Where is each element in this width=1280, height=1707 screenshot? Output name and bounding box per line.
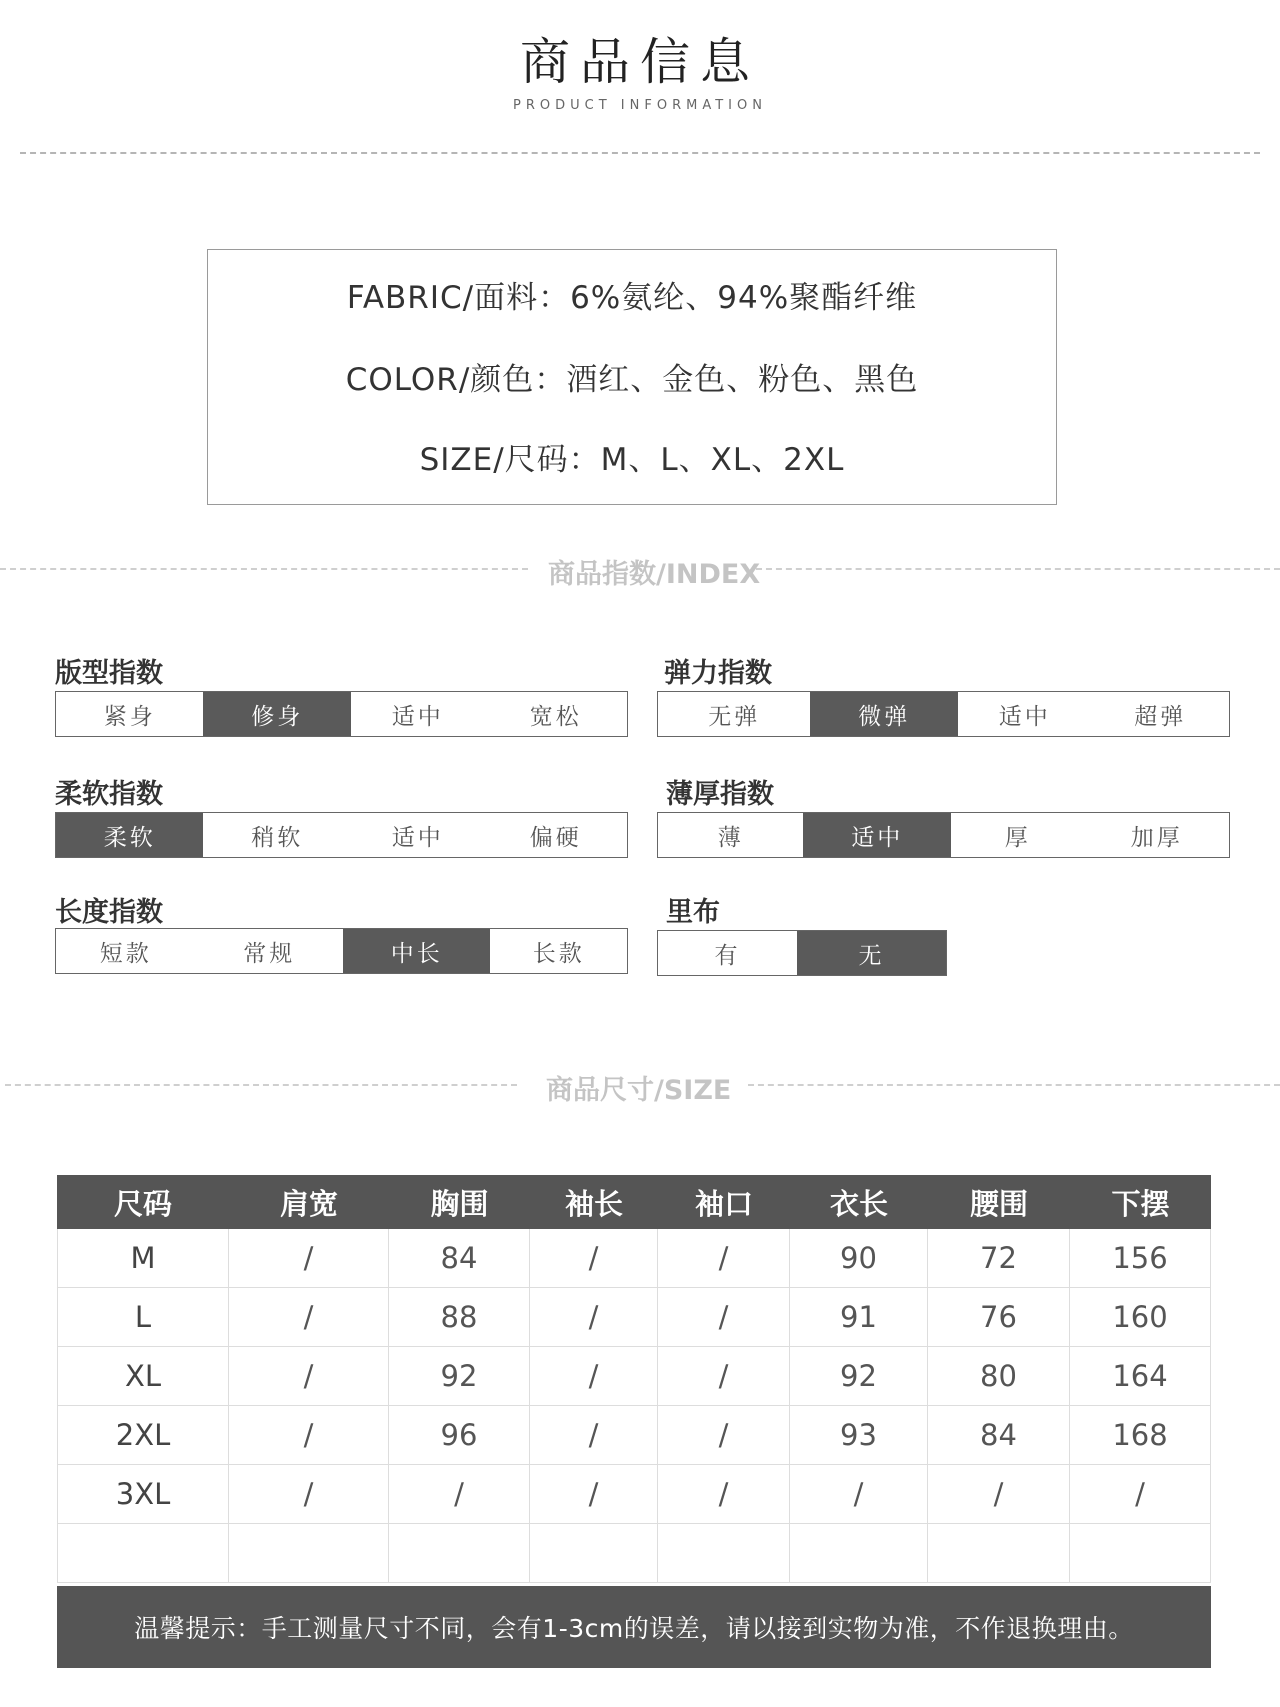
table-cell: 84 <box>928 1406 1070 1464</box>
header-divider <box>20 152 1260 154</box>
table-cell <box>530 1524 658 1582</box>
table-cell: / <box>530 1229 658 1287</box>
index-divider-left <box>0 568 528 570</box>
table-header-cell: 尺码 <box>113 1186 172 1221</box>
index-option: 微弹 <box>810 692 957 736</box>
product-info-box <box>207 249 1057 505</box>
table-cell: 90 <box>790 1229 928 1287</box>
index-option: 紧身 <box>103 703 156 730</box>
table-cell: 80 <box>928 1347 1070 1405</box>
table-cell: 168 <box>1070 1406 1211 1464</box>
table-row <box>57 1524 1211 1583</box>
index-label-elasticity: 弹力指数 <box>664 658 772 689</box>
index-option: 偏硬 <box>529 824 582 851</box>
index-option: 短款 <box>99 940 152 967</box>
table-cell: / <box>530 1406 658 1464</box>
table-cell: XL <box>57 1347 229 1405</box>
table-cell: / <box>229 1229 389 1287</box>
table-cell: 2XL <box>57 1406 229 1464</box>
index-option: 柔软 <box>56 813 203 857</box>
table-header-cell: 袖长 <box>564 1186 623 1221</box>
table-cell: 160 <box>1070 1288 1211 1346</box>
index-option: 无弹 <box>708 703 761 730</box>
index-bar-length <box>55 928 628 974</box>
index-bar-lining <box>657 930 947 976</box>
index-option: 修身 <box>203 692 350 736</box>
table-cell <box>229 1524 389 1582</box>
size-divider-right <box>748 1084 1280 1086</box>
table-row <box>57 1465 1211 1524</box>
index-bar-elasticity <box>657 691 1230 737</box>
table-cell: 96 <box>389 1406 530 1464</box>
index-option: 加厚 <box>1130 824 1183 851</box>
table-header-cell: 胸围 <box>430 1186 489 1221</box>
table-cell: / <box>928 1465 1070 1523</box>
index-bar-fit <box>55 691 628 737</box>
table-cell: / <box>658 1406 790 1464</box>
table-header-cell: 肩宽 <box>279 1186 338 1221</box>
index-bar-thickness <box>657 812 1230 858</box>
index-option: 中长 <box>343 929 490 973</box>
index-option: 常规 <box>243 940 296 967</box>
table-cell: 92 <box>389 1347 530 1405</box>
table-cell: / <box>658 1347 790 1405</box>
table-row <box>57 1406 1211 1465</box>
size-table-body <box>57 1229 1211 1583</box>
index-section-title: 商品指数/INDEX <box>548 559 761 590</box>
index-option: 适中 <box>391 824 444 851</box>
index-option: 超弹 <box>1134 703 1187 730</box>
table-cell: / <box>658 1465 790 1523</box>
table-cell: 76 <box>928 1288 1070 1346</box>
table-cell: / <box>658 1288 790 1346</box>
index-label-fit: 版型指数 <box>55 658 163 689</box>
table-cell: / <box>229 1288 389 1346</box>
table-cell: 164 <box>1070 1347 1211 1405</box>
index-bar-softness <box>55 812 628 858</box>
index-option: 适中 <box>803 813 950 857</box>
table-cell <box>1070 1524 1211 1582</box>
index-label-length: 长度指数 <box>55 897 163 928</box>
index-option: 薄 <box>717 824 744 851</box>
measurement-note: 温馨提示：手工测量尺寸不同，会有1-3cm的误差，请以接到实物为准，不作退换理由。 <box>57 1586 1211 1668</box>
color-line: COLOR/颜色：酒红、金色、粉色、黑色 <box>345 362 919 398</box>
table-cell: / <box>530 1347 658 1405</box>
table-cell: / <box>658 1229 790 1287</box>
table-cell: 92 <box>790 1347 928 1405</box>
table-header-cell: 腰围 <box>969 1186 1028 1221</box>
table-cell: / <box>229 1406 389 1464</box>
table-cell: 84 <box>389 1229 530 1287</box>
table-cell: 3XL <box>57 1465 229 1523</box>
table-cell <box>389 1524 530 1582</box>
table-cell: / <box>229 1465 389 1523</box>
table-header-cell: 下摆 <box>1111 1186 1170 1221</box>
table-cell: / <box>229 1347 389 1405</box>
index-option: 适中 <box>391 703 444 730</box>
table-cell <box>57 1524 229 1582</box>
page-title: 商品信息 <box>520 33 760 91</box>
table-cell: M <box>57 1229 229 1287</box>
size-table-header <box>57 1175 1211 1229</box>
index-option: 长款 <box>532 940 585 967</box>
table-cell: 88 <box>389 1288 530 1346</box>
table-row <box>57 1288 1211 1347</box>
table-cell <box>790 1524 928 1582</box>
table-row <box>57 1229 1211 1288</box>
index-option: 厚 <box>1004 824 1031 851</box>
table-cell: / <box>530 1288 658 1346</box>
table-cell: 93 <box>790 1406 928 1464</box>
table-cell: / <box>1070 1465 1211 1523</box>
index-option: 有 <box>714 942 741 969</box>
size-divider-left <box>5 1084 517 1086</box>
table-cell: / <box>389 1465 530 1523</box>
table-cell: / <box>790 1465 928 1523</box>
index-label-thickness: 薄厚指数 <box>666 779 774 810</box>
size-table <box>57 1175 1211 1583</box>
table-cell: 156 <box>1070 1229 1211 1287</box>
fabric-line: FABRIC/面料：6%氨纶、94%聚酯纤维 <box>346 280 918 316</box>
index-label-softness: 柔软指数 <box>55 779 163 810</box>
table-cell: 72 <box>928 1229 1070 1287</box>
size-line: SIZE/尺码：M、L、XL、2XL <box>419 442 845 478</box>
table-row <box>57 1347 1211 1406</box>
table-cell <box>928 1524 1070 1582</box>
table-cell: / <box>530 1465 658 1523</box>
table-cell <box>658 1524 790 1582</box>
index-option: 宽松 <box>529 703 582 730</box>
index-label-lining: 里布 <box>666 897 720 928</box>
index-option: 稍软 <box>251 824 304 851</box>
index-option: 无 <box>797 931 946 975</box>
table-cell: L <box>57 1288 229 1346</box>
table-header-cell: 衣长 <box>829 1186 888 1221</box>
size-section-title: 商品尺寸/SIZE <box>546 1075 732 1106</box>
index-divider-right <box>756 568 1280 570</box>
table-header-cell: 袖口 <box>694 1186 753 1221</box>
table-cell: 91 <box>790 1288 928 1346</box>
page-subtitle: PRODUCT INFORMATION <box>513 98 767 113</box>
index-option: 适中 <box>998 703 1051 730</box>
